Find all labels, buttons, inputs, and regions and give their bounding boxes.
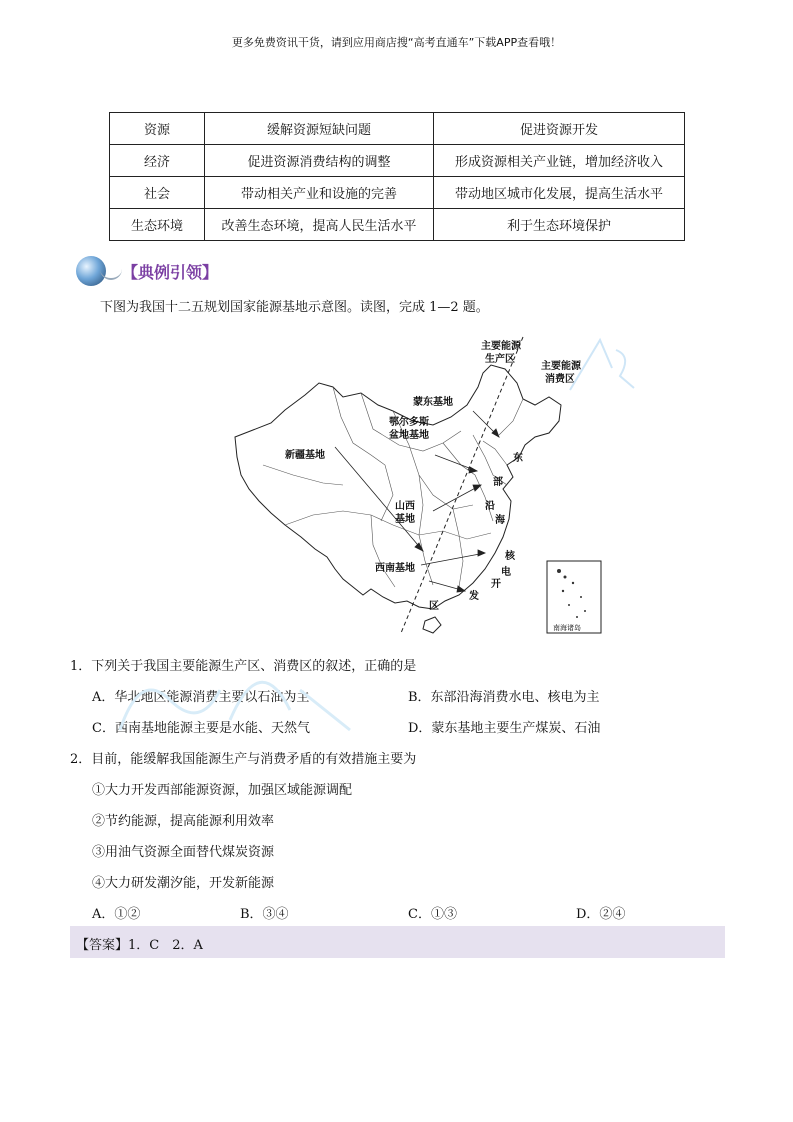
- section-heading: [76, 256, 376, 286]
- consumption-area-label: 消费区: [545, 374, 575, 385]
- header-note: 更多免费资讯干货，请到应用商店搜“高考直通车”下载APP查看哦！: [231, 36, 562, 49]
- southwest-base-label: 西南基地: [375, 563, 415, 574]
- table-cell: 缓解资源短缺问题: [205, 113, 434, 145]
- consumption-area-label: 主要能源: [541, 361, 581, 372]
- coastal-label: 部: [493, 477, 503, 488]
- coastal-label: 海: [495, 515, 505, 526]
- answer-text: 【答案】1．C 2．A: [76, 938, 203, 953]
- energy-base-map: [223, 325, 605, 638]
- shanxi-base-label: 山西: [395, 501, 415, 512]
- option-b: B．③④: [240, 907, 289, 922]
- ordos-base-label: 鄂尔多斯: [389, 417, 429, 428]
- xinjiang-base-label: 新疆基地: [285, 450, 325, 461]
- table-cell: 促进资源开发: [434, 113, 685, 145]
- production-area-label: 生产区: [485, 354, 515, 365]
- statement-2: ②节约能源，提高能源利用效率: [92, 814, 275, 829]
- question-2-stem: 2．目前，能缓解我国能源生产与消费矛盾的有效措施主要为: [70, 752, 417, 767]
- ordos-base-label: 盆地基地: [389, 430, 429, 441]
- option-d: D．蒙东基地主要生产煤炭、石油: [408, 721, 601, 736]
- table-cell: 带动相关产业和设施的完善: [205, 177, 434, 209]
- nuclear-label: 发: [469, 591, 479, 602]
- table-cell: 生态环境: [110, 209, 205, 241]
- table-cell: 社会: [110, 177, 205, 209]
- table-cell: 改善生态环境，提高人民生活水平: [205, 209, 434, 241]
- option-c: C．①③: [408, 907, 457, 922]
- region-label: 区: [429, 601, 439, 612]
- inset-frame: [547, 561, 601, 633]
- section-label: 【典例引领】: [122, 263, 219, 282]
- option-a: A．①②: [92, 907, 141, 922]
- answer-box: [70, 926, 725, 958]
- nuclear-label: 开: [491, 579, 501, 590]
- table-cell: 经济: [110, 145, 205, 177]
- table-cell: 形成资源相关产业链，增加经济收入: [434, 145, 685, 177]
- table-cell: 利于生态环境保护: [434, 209, 685, 241]
- nuclear-label: 核: [505, 551, 515, 562]
- table-row: [110, 113, 685, 145]
- production-area-label: 主要能源: [481, 341, 521, 352]
- coastal-label: 沿: [485, 501, 495, 512]
- table-row: [110, 209, 685, 241]
- coastal-label: 东: [513, 453, 523, 464]
- table-row: [110, 145, 685, 177]
- option-c: C．西南基地能源主要是水能、天然气: [92, 721, 310, 736]
- inset-label: 南海诸岛: [553, 624, 581, 632]
- hainan-island: [423, 617, 441, 633]
- comparison-table: [109, 112, 685, 241]
- option-d: D．②④: [576, 907, 626, 922]
- statement-4: ④大力研发潮汐能，开发新能源: [92, 876, 275, 891]
- table-row: [110, 177, 685, 209]
- statement-3: ③用油气资源全面替代煤炭资源: [92, 845, 275, 860]
- shanxi-base-label: 基地: [395, 514, 415, 525]
- table-cell: 资源: [110, 113, 205, 145]
- intro-text: 下图为我国十二五规划国家能源基地示意图。读图，完成 1—2 题。: [100, 300, 489, 315]
- nuclear-label: 电: [501, 567, 511, 578]
- mengdong-base-label: 蒙东基地: [413, 397, 453, 408]
- question-1-stem: 1．下列关于我国主要能源生产区、消费区的叙述，正确的是: [70, 659, 417, 674]
- table-cell: 带动地区城市化发展，提高生活水平: [434, 177, 685, 209]
- table-cell: 促进资源消费结构的调整: [205, 145, 434, 177]
- statement-1: ①大力开发西部能源资源，加强区域能源调配: [92, 783, 353, 798]
- option-a: A．华北地区能源消费主要以石油为主: [92, 690, 310, 705]
- option-b: B．东部沿海消费水电、核电为主: [408, 690, 600, 705]
